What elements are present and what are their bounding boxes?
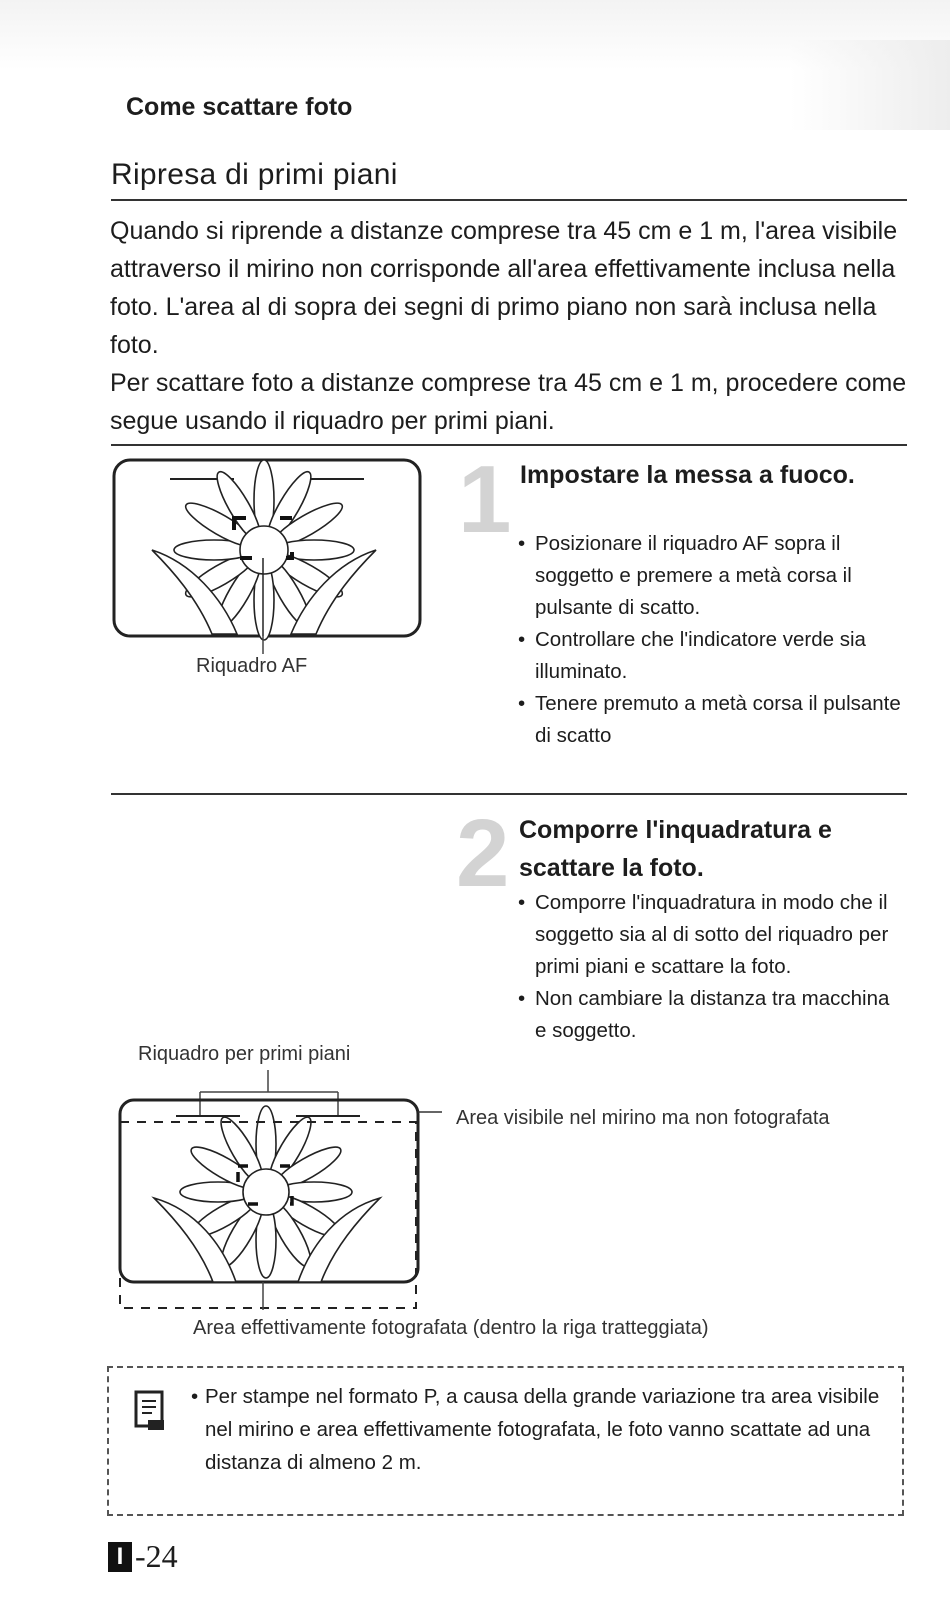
af-frame-label: Riquadro AF — [196, 655, 308, 677]
intro-text — [110, 212, 910, 440]
step-1-bullets — [518, 528, 903, 752]
step-2-bullets — [518, 887, 903, 1047]
note-text — [191, 1380, 885, 1479]
intro-paragraph-2: Per scattare foto a distanze comprese tra 45 cm e 1 m, procedere come segue usando il riquadro per primi piani. — [110, 369, 907, 435]
note-body: Per stampe nel formato P, a causa della grande variazione tra area visibile nel mirino e area effettivamente fotografata, le foto vanno scattate ad una distanza di almeno 2 m. — [205, 1385, 880, 1474]
section-label: Come scattare foto — [126, 93, 353, 121]
photographed-area-label: Area effettivamente fotografata (dentro la riga tratteggiata) — [193, 1317, 709, 1339]
memo-icon — [134, 1390, 166, 1432]
intro-paragraph-1: Quando si riprende a distanze comprese tra 45 cm e 1 m, l'area visibile attraverso il mirino non corrisponde all'area effettivamente inclusa nella foto. L'area al di sopra dei segni di primo piano non sarà inclusa nella foto. — [110, 217, 898, 359]
viewfinder-closeup-figure — [118, 1070, 448, 1310]
chapter-tag: I — [108, 1542, 132, 1572]
viewfinder-af-figure — [112, 458, 422, 638]
page-title: Ripresa di primi piani — [111, 158, 398, 191]
page-shadow-right — [790, 40, 950, 130]
step-2-bullet: • Non cambiare la distanza tra macchina e soggetto. — [518, 983, 903, 1047]
section-divider-mid — [111, 793, 907, 795]
step-1-title: Impostare la messa a fuoco. — [520, 461, 855, 489]
viewfinder-only-area-label: Area visibile nel mirino ma non fotografata — [456, 1107, 830, 1129]
step-2-bullet: • Comporre l'inquadratura in modo che il soggetto sia al di sotto del riquadro per primi piani e scattare la foto. — [518, 887, 903, 983]
step-2-number: 2 — [456, 800, 510, 907]
step-1-bullet: • Tenere premuto a metà corsa il pulsante di scatto — [518, 688, 903, 752]
note-bullet: • — [191, 1385, 199, 1408]
step-1-bullet: • Controllare che l'indicatore verde sia illuminato. — [518, 624, 903, 688]
title-rule — [111, 199, 907, 201]
page-number: -24 — [135, 1538, 178, 1574]
step-1-bullet: • Posizionare il riquadro AF sopra il soggetto e premere a metà corsa il pulsante di scatto. — [518, 528, 903, 624]
closeup-frame-label: Riquadro per primi piani — [138, 1043, 351, 1065]
step-1-number: 1 — [458, 446, 512, 553]
step-2-title: Comporre l'inquadratura e scattare la foto. — [519, 816, 832, 882]
